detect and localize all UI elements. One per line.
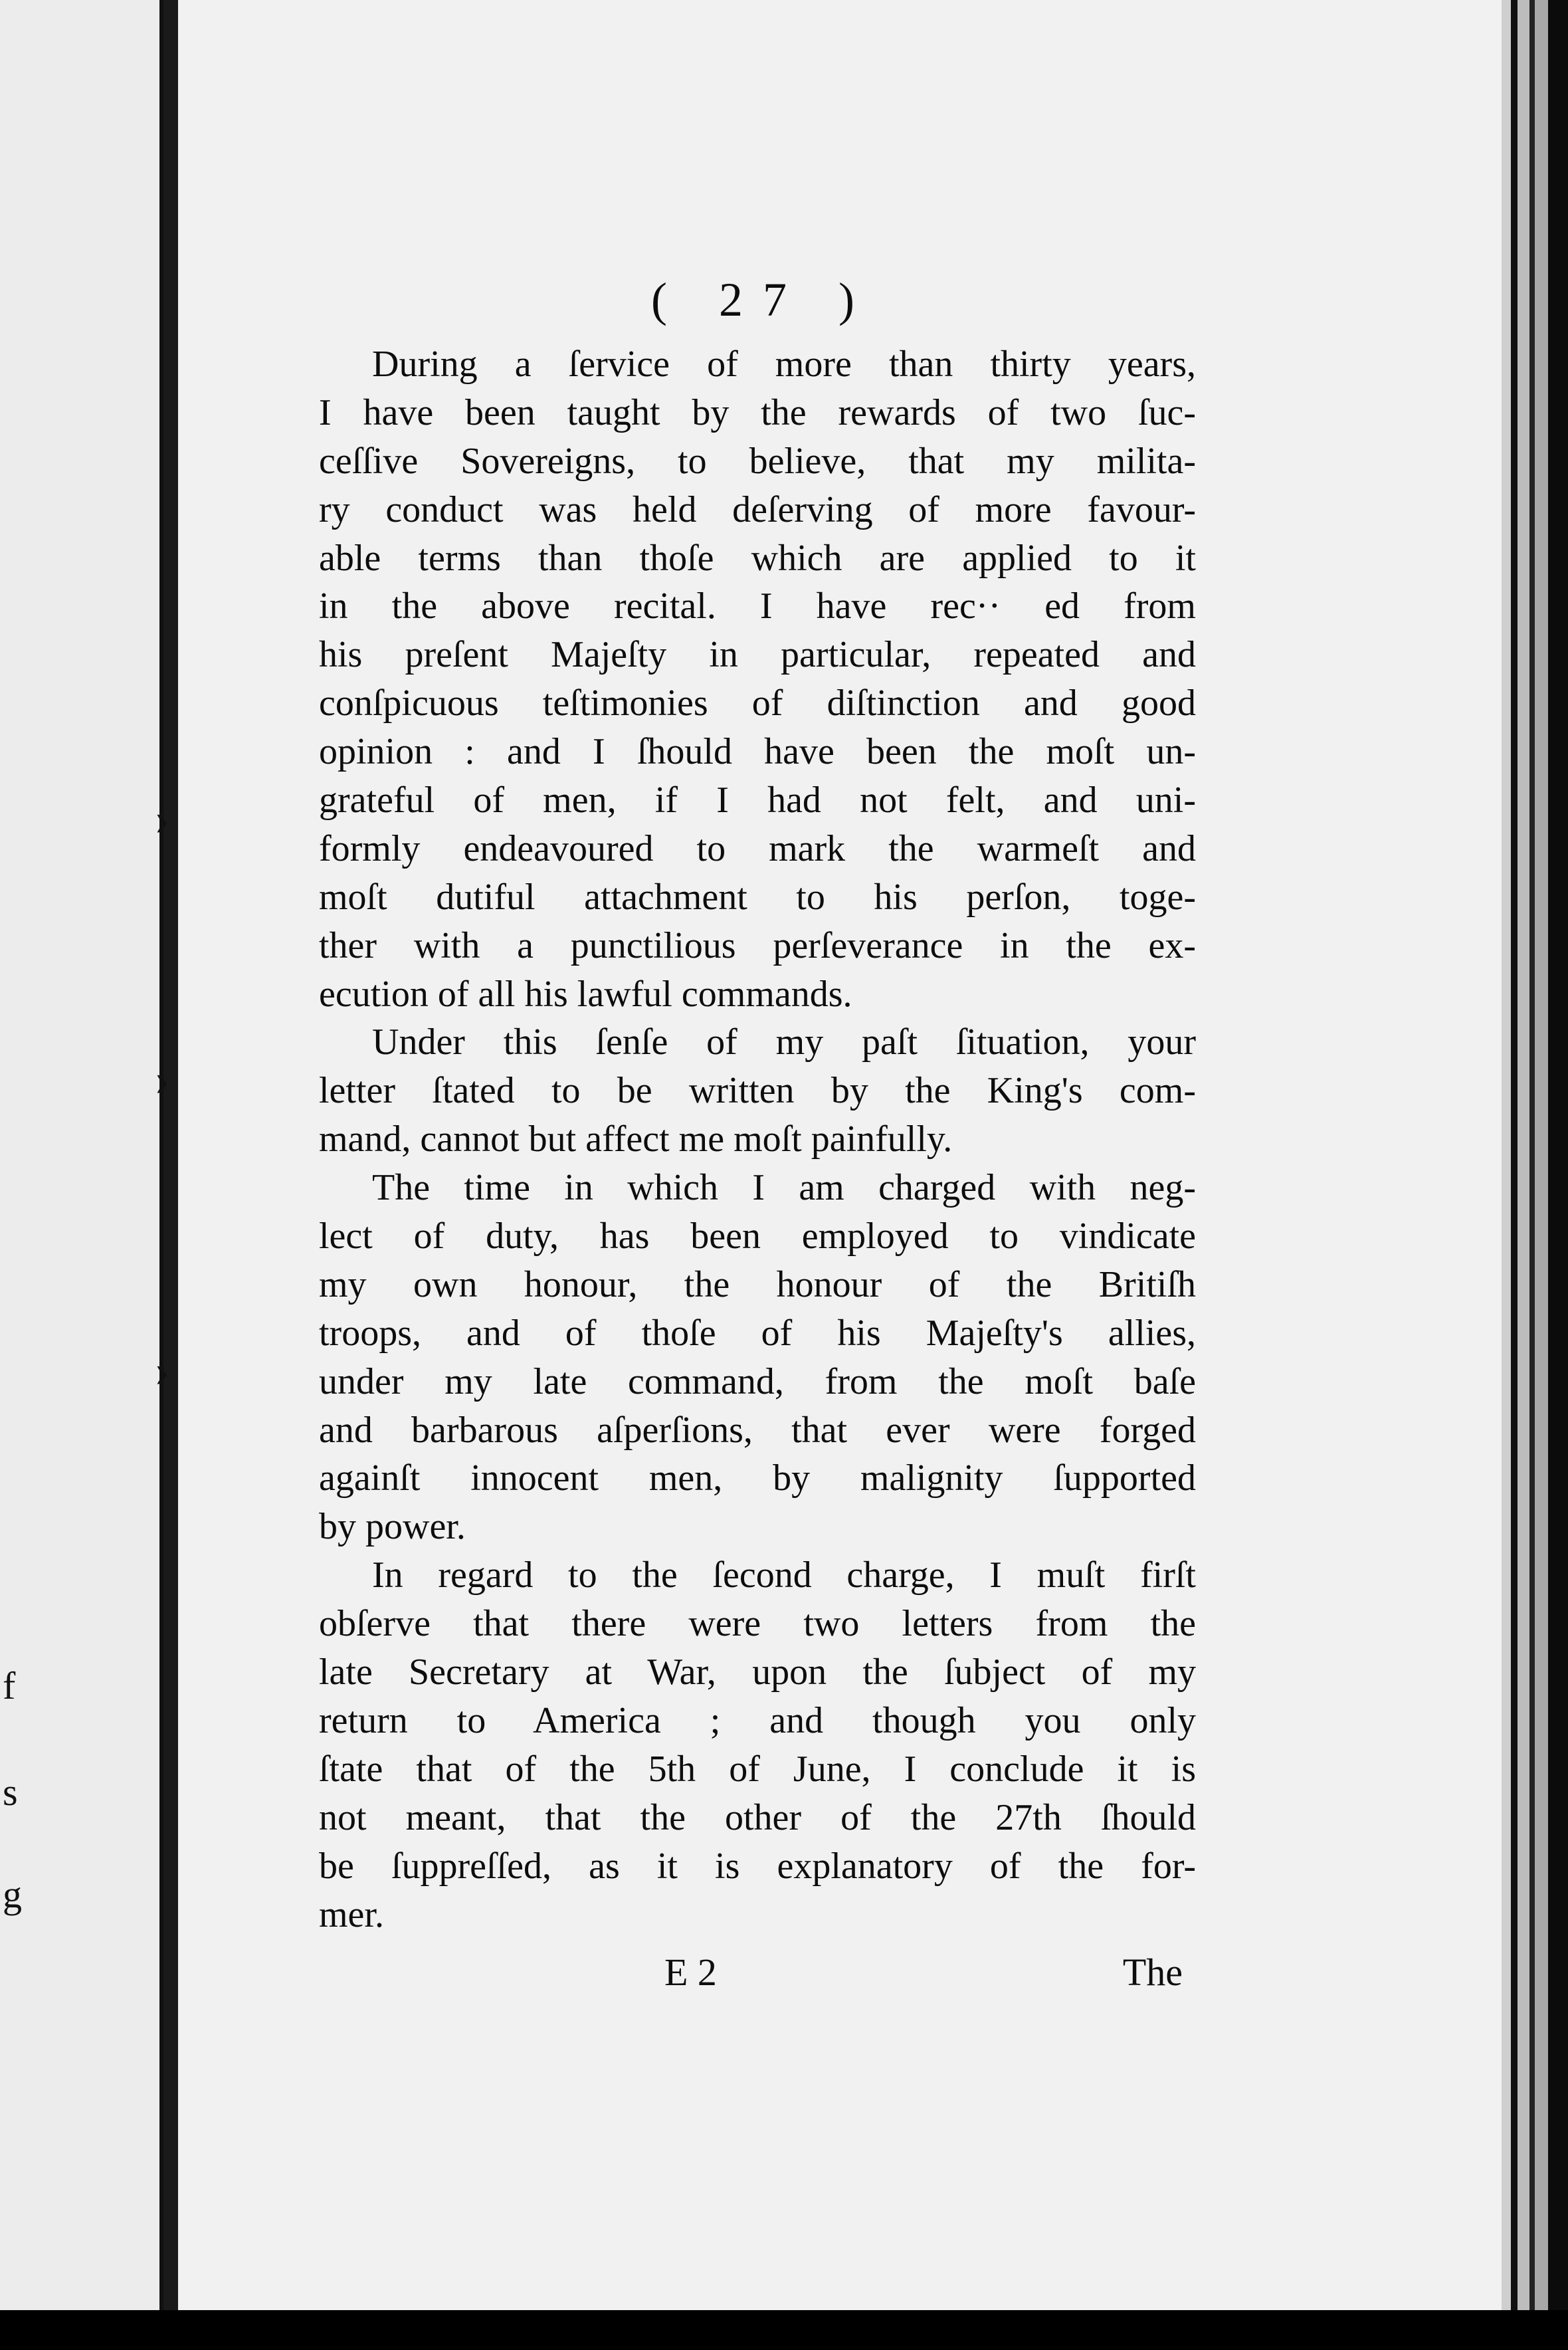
text-line: ecution of all his lawful commands. [319,973,852,1015]
text-line: my own honour, the honour of the Britiſh [319,1263,1196,1305]
text-line: ſtate that of the 5th of June, I conclude it is [319,1748,1196,1790]
text-line: under my late command, from the moſt baſe [319,1360,1196,1402]
text-line: The time in which I am charged with neg- [372,1167,1196,1209]
signature-mark: E 2 [664,1951,717,1994]
catchword: The [1122,1951,1183,1994]
text-line: be ſuppreſſed, as it is explanatory of the for- [319,1845,1196,1887]
gutter-mark: › [154,1345,170,1396]
text-line: lect of duty, has been employed to vindicate [319,1216,1196,1257]
text-line: obſerve that there were two letters from the [319,1603,1196,1645]
previous-page-fragment: s [3,1770,18,1814]
text-line: During a ſervice of more than thirty years, [372,344,1196,385]
text-line: mand, cannot but affect me moſt painfully. [319,1119,953,1160]
body-text [319,340,1196,1939]
page-footer [319,1946,1196,1999]
page-edge-strip [1529,0,1535,2310]
gutter-mark: › [154,794,170,845]
text-line: ry conduct was held deſerving of more favour- [319,488,1196,530]
text-line: conſpicuous teſtimonies of diſtinction and good [319,683,1196,724]
text-line: I have been taught by the rewards of two ſuc- [319,391,1196,433]
text-line: In regard to the ſecond charge, I muſt firſt [372,1554,1196,1596]
previous-page-fragment: g [3,1873,22,1916]
text-line: Under this ſenſe of my paſt ſituation, your [372,1021,1196,1063]
page-number: ( 27 ) [651,273,874,326]
text-line: formly endeavoured to mark the warmeſt and [319,827,1196,869]
text-line: grateful of men, if I had not felt, and uni- [319,780,1196,821]
text-line: able terms than thoſe which are applied to it [319,537,1196,579]
text-line: troops, and of thoſe of his Majeſty's allies, [319,1312,1196,1354]
previous-page-edge [0,0,163,2310]
page-edge-strip [1535,0,1548,2310]
previous-page-text-fragments [0,0,27,2310]
text-line: mer. [319,1893,384,1935]
text-line: ther with a punctilious perſeverance in the ex- [319,924,1196,966]
previous-page-fragment: f [3,1664,16,1707]
text-line: ceſſive Sovereigns, to believe, that my milita- [319,440,1196,482]
text-line: his preſent Majeſty in particular, repeated and [319,634,1196,676]
text-line: and barbarous aſperſions, that ever were forged [319,1409,1196,1451]
book-gutter [163,0,178,2310]
page-edge-strip [1502,0,1511,2310]
gutter-mark: › [154,1054,170,1105]
page-edge-strip [1511,0,1518,2310]
text-line: return to America ; and though you only [319,1699,1196,1741]
text-line: moſt dutiful attachment to his perſon, toge- [319,876,1196,918]
page-edge-strip [1518,0,1529,2310]
page-edge-strip [1548,0,1568,2310]
text-line: late Secretary at War, upon the ſubject of my [319,1652,1196,1693]
text-line: againſt innocent men, by malignity ſupported [319,1457,1196,1499]
text-line: opinion : and I ſhould have been the moſt un- [319,731,1196,773]
text-line: letter ſtated to be written by the King's com- [319,1070,1196,1112]
text-line: not meant, that the other of the 27th ſhould [319,1796,1196,1838]
text-line: in the above recital. I have rec·· ed from [319,586,1196,627]
text-line: by power. [319,1506,466,1548]
scan-bottom-border [0,2310,1568,2350]
